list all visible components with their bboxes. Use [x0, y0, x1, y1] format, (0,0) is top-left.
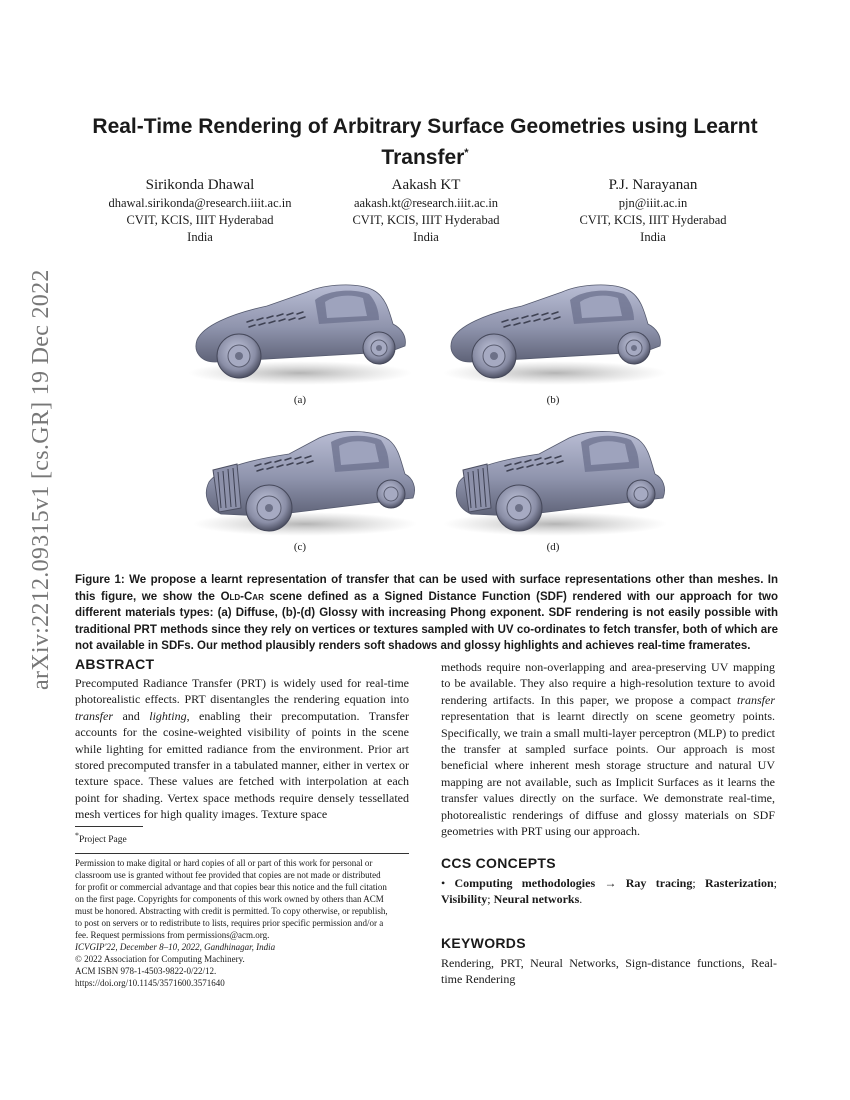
abstract-heading: ABSTRACT: [75, 656, 155, 672]
footnote-mark: *: [75, 831, 79, 840]
permission-line: to post on servers or to redistribute to lists, requires prior specific permission and/or a: [75, 918, 384, 928]
paper-title-text: Real-Time Rendering of Arbitrary Surface Geometries using Learnt Transfer: [92, 115, 758, 169]
permission-line: for profit or commercial advantage and that copies bear this notice and the full citation: [75, 882, 387, 892]
author-email[interactable]: pjn@iiit.ac.in: [618, 196, 688, 210]
ccs-term: Rasterization: [705, 876, 774, 890]
abstract-right-text: [441, 659, 775, 839]
author-country: India: [187, 230, 213, 244]
author-email[interactable]: dhawal.sirikonda@research.iiit.ac.in: [108, 196, 292, 210]
permission-line: on the first page. Copyrights for components of this work owned by others than ACM: [75, 894, 384, 904]
figure-panel-d-label: (d): [546, 541, 560, 553]
abstract-left-text: [75, 675, 409, 823]
author-affiliation: CVIT, KCIS, IIIT Hyderabad: [126, 213, 274, 227]
figure-panel-c-render: [180, 420, 430, 540]
footnote: [75, 831, 127, 845]
ccs-term: Neural networks: [493, 892, 580, 907]
permission-line: fee. Request permissions from permissions@acm.org.: [75, 930, 270, 940]
author-country: India: [640, 230, 666, 244]
ccs-term: Computing methodologies: [454, 876, 596, 890]
figure-caption: [75, 572, 778, 655]
doi-link[interactable]: https://doi.org/10.1145/3571600.3571640: [75, 978, 225, 988]
figure-panel-c-label: (c): [293, 541, 307, 553]
permission-line: classroom use is granted without fee provided that copies are not made or distributed: [75, 870, 381, 880]
ccs-term: Visibility: [441, 892, 488, 907]
permission-line: must be honored. Abstracting with credit is permitted. To copy otherwise, or republish,: [75, 906, 388, 916]
permission-divider: [75, 853, 409, 854]
caption-rest: scene defined as a Signed Distance Function (SDF) rendered with our approach for two different materials types: (a) Diffuse, (b)-(d) Glossy with increasing Phong exponent. SDF rendering is not easily possible with traditional PRT methods since they rely on vertices or textures sampled with UV co-ordinates to fetch transfer, both of which are not available in SDFs. Our method plausibly renders soft shadows and glossy highlights and achieves real-time framerates.: [75, 590, 779, 652]
footnote-project-page[interactable]: Project Page: [78, 835, 127, 846]
abstract-text-part: methods require non-overlapping and area-preserving UV mapping to be available. They also require a high-resolution texture to avoid rendering artifacts. In this paper, we propose a compact: [441, 660, 775, 707]
ccs-concepts: • Computing methodologies → Ray tracing; Rasterization; Visibility; Neural networks.: [441, 876, 777, 907]
isbn-line: ACM ISBN 978-1-4503-9822-0/22/12.: [75, 966, 217, 976]
author-block-3: [533, 175, 773, 246]
abstract-text-part: and: [113, 708, 150, 723]
figure-panel-a-render: [170, 270, 420, 390]
author-affiliation: CVIT, KCIS, IIIT Hyderabad: [352, 213, 500, 227]
abstract-emphasis: transfer: [736, 692, 775, 707]
figure-panel-b-label: (b): [546, 394, 560, 406]
keywords-heading: KEYWORDS: [441, 935, 526, 951]
author-country: India: [413, 230, 439, 244]
abstract-text-part: , enabling their precomputation. Transfer accounts for the cosine-weighted visibility of points in the scene while lighting for emitted radiance from the environment. Prior art stored precomputed transfer in a tabulated manner, either in vertex or texture space. These values are fetched with interpolation at each point for shading. Vertex space methods require densely tessellated mesh vertices for high quality images. Texture space: [75, 708, 410, 822]
figure-panel-d-render: [430, 420, 680, 540]
author-name: Aakash KT: [391, 177, 461, 193]
author-name: P.J. Narayanan: [608, 177, 698, 193]
caption-scene-name: Old-Car: [220, 590, 264, 603]
abstract-emphasis: lighting: [149, 708, 187, 723]
ccs-term: Ray tracing: [625, 876, 693, 890]
permission-block: [75, 857, 409, 989]
abstract-text-part: representation that is learnt directly on scene geometry points. Specifically, we train a small multi-layer perceptron (MLP) to predict the transfer at sampled surface points. Our approach is most beneficial where inherent mesh storage structure and natural UV mapping are not available, such as Implicit Surfaces as it learns the transfer values directly on the surface. We demonstrate real-time, photorealistic renderings of diffuse and glossy materials on SDF geometries with PRT using our approach.: [441, 709, 775, 839]
ccs-bullet: •: [441, 876, 446, 890]
author-name: Sirikonda Dhawal: [145, 177, 255, 193]
caption-lead: Figure 1: We propose a learnt representation of transfer that can be used with surface representations other than meshes. In this figure, we show the: [75, 574, 778, 603]
arxiv-identifier: arXiv:2212.09315v1 [cs.GR] 19 Dec 2022: [28, 269, 54, 690]
author-email[interactable]: aakash.kt@research.iiit.ac.in: [353, 196, 499, 210]
figure-panel-a-label: (a): [293, 394, 307, 406]
ccs-heading: CCS CONCEPTS: [441, 855, 556, 871]
abstract-text-part: Precomputed Radiance Transfer (PRT) is widely used for real-time photorealistic effects. PRT disentangles the rendering equation into: [75, 676, 409, 707]
venue-line: ICVGIP'22, December 8–10, 2022, Gandhinagar, India: [75, 942, 276, 952]
title-footnote-mark: *: [464, 147, 469, 159]
author-affiliation: CVIT, KCIS, IIIT Hyderabad: [579, 213, 727, 227]
footnote-divider: [75, 826, 143, 827]
ccs-arrow: →: [604, 876, 617, 890]
abstract-emphasis: transfer: [75, 708, 114, 723]
figure-panel-b-render: [425, 270, 675, 390]
keywords-text: Rendering, PRT, Neural Networks, Sign-distance functions, Real-time Rendering: [441, 956, 777, 987]
author-block-2: [306, 175, 546, 246]
author-block-1: [80, 175, 320, 246]
paper-title: [75, 113, 775, 171]
permission-line: Permission to make digital or hard copies of all or part of this work for personal or: [75, 858, 373, 868]
copyright-line: © 2022 Association for Computing Machinery.: [75, 954, 245, 964]
